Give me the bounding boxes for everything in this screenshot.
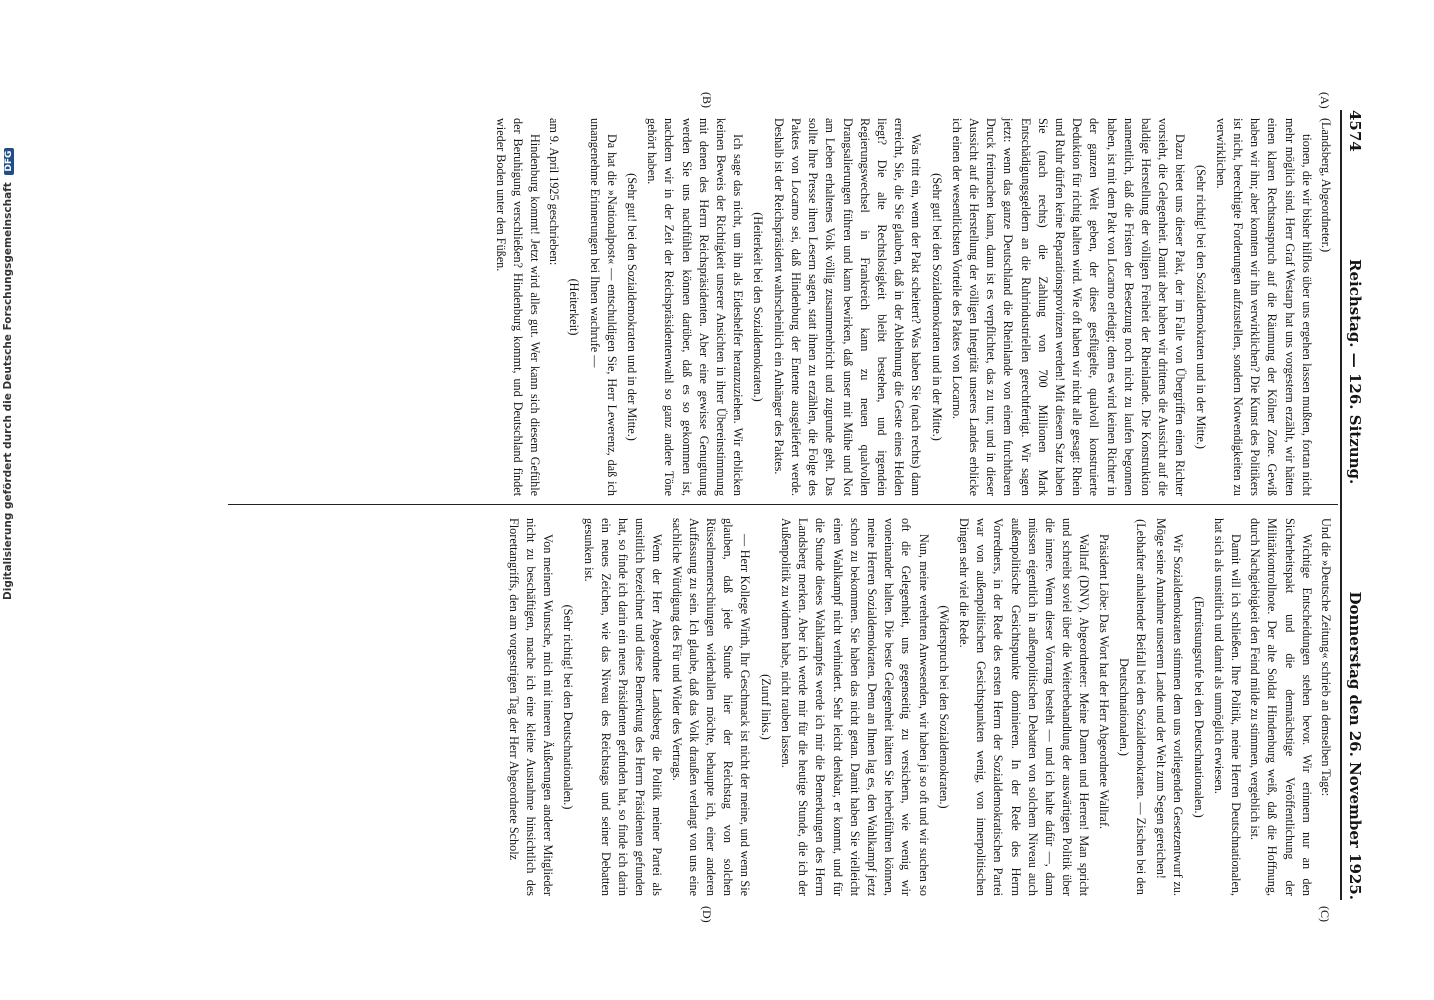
left-paragraph: Hindenburg kommt! Jetzt wird alles gut. Wer kann sich diesem Gefühle der Beruhigung verschließen? Hindenburg kommt, und Deutschland findet wieder Boden unter den Füßen. [493,118,543,496]
right-interjection: (Entrüstungsrufe bei den Deutschnationalen.) [1191,596,1206,818]
left-paragraph: tionen, die wir bisher hilflos über uns ergehen lassen mußten, fortan nicht mehr möglich sind. Herr Graf Westarp hat uns vorgestern erzählt, wir hätten einen klaren Rechtsanspruch auf die Räumung der Kölner Zone. Gewiß haben wir ihn; aber konnten wir ihn verwirklichen? Die Kunst des Politikers ist nicht, berechtigte Forderungen aufzustellen, sondern Notwendigkeiten zu verwirklichen. [1213,118,1314,496]
right-interjection: (Widerspruch bei den Sozialdemokraten.) [936,605,951,809]
session-title: Reichstag. — 126. Sitzung. [1346,258,1364,485]
right-paragraph: Damit will ich schließen. Ihre Politik, meine Herren Deutschnationalen, hat sich als unsittlich und damit als unmöglich erwiesen. [1211,518,1243,896]
left-interjection: (Heiterkeit bei den Sozialdemokraten.) [751,212,766,402]
left-paragraph: am 9. April 1925 geschrieben: [547,118,562,266]
left-interjection: (Sehr gut! bei den Sozialdemokraten und in der Mitte.) [929,173,944,441]
margin-mark-a: (A) [1318,92,1332,109]
margin-mark-b: (B) [700,92,714,108]
left-interjection: (Sehr richtig! bei den Sozialdemokraten und in der Mitte.) [1193,165,1208,449]
left-paragraph: Was tritt ein, wenn der Pakt scheitert? Was haben Sie (nach rechts) dann erreicht, Sie, die Sie glauben, daß in der Ablehnung die Geste eines Helden liegt? Die alte Rechtslosigkeit bleibt bestehen, und irgendein Regierungswechsel in Frankreich kann zu neuen qualvollen Drangsalierungen führen und kann bewirken, daß unser mit Mühe und Not am Leben erhaltenes Volk völlig zusammenbricht und zugrunde geht. Das sollte Ihre Presse ihren Lesern sagen, statt ihnen zu erzählen, die Folge des Paktes von Locarno sei, daß Hindenburg der Entente ausgeliefert werde. Deshalb ist der Reichspräsident wahrscheinlich ein Anhänger des Paktes. [771,118,924,496]
right-column [503,518,1334,896]
left-paragraph: Da hat die »Nationalpost« — entschuldigen Sie, Herr Lewerenz, daß ich unangenehme Erinnerungen bei Ihnen wachrufe — [587,118,619,496]
digitization-credit [2,150,18,600]
column-divider [228,504,1338,505]
left-interjection: (Heiterkeit) [567,278,582,336]
credit-text: Digitalisierung gefördert durch die Deutsche Forschungsgemeinschaft [2,182,14,600]
left-paragraph: (Landsberg, Abgeordneter.) [1319,118,1333,253]
right-paragraph: Wallraf (DNV), Abgeordneter: Meine Damen und Herren! Man spricht und schreibt soviel über die Weiterbehandlung der auswärtigen Politik über die innere. Wenn dieser Vorrang besteht — und ich halte dafür —, dann müssen eigentlich in außenpolitischen Debatten von solchem Niveau auch außenpolitische Gesichtspunkte dominieren. In der Rede des Herrn Vorredners, in der Rede des ersten Herrn der Sozialdemokratischen Partei war von außenpolitischen Gesichtspunkten wenig, von innerpolitischen Dingen sehr viel die Rede. [956,518,1092,896]
right-paragraph: Und die »Deutsche Zeitung« schrieb an demselben Tage: [1319,518,1333,797]
right-paragraph: Wir Sozialdemokraten stimmen dem uns vorliegenden Gesetzentwurf zu. Möge seine Annahme unserem Lande und der Welt zum Segen gereichen! [1154,518,1186,896]
margin-mark-c: (C) [1318,906,1332,922]
margin-mark-d: (D) [700,906,714,923]
page-header [1346,110,1374,900]
page-number: 4574 [1346,110,1364,152]
left-paragraph: Ich sage das nicht, um ihn als Eideshelfer heranzuziehen. Wir erblicken keinen Beweis der Richtigkeit unserer Ansichten in ihrer Übereinstimmung mit denen des Herrn Reichspräsidenten. Aber eine gewisse Genugtuung werden Sie uns nachfühlen können darüber, daß es so gekommen ist, nachdem wir in der Zeit der Reichspräsidentenwahl so ganz andere Töne gehört haben. [645,118,746,496]
left-paragraph: Dazu bietet uns dieser Pakt, der im Falle von Übergriffen einen Richter vorsieht, die Gelegenheit. Damit aber haben wir drittens die Aussicht auf die baldige Herstellung der völligen Freiheit der Rheinlande. Die Konstruktion namentlich, daß die Fristen der Besetzung noch nicht zu laufen begonnen haben, ist mit dem Pakt von Locarno erledigt; denn es wird keinen Richter in der ganzen Welt geben, der diese gesflügelte, qualvoll konstruierte Deduktion für richtig halten wird. Wie oft haben wir nicht alle gesagt: Rhein und Ruhr dürfen keine Reparationsprovinzen werden! Mit diesem Satz haben Sie (nach rechts) die Zahlung von 700 Millionen Mark Entschädigungsgeldern an die Ruhrindustriellen gerechtfertigt. Wir sagen jetzt: wenn das ganze Deutschland die Rheinlande von einem furchtbaren Druck freimachen kann, dann ist es verpflichtet, das zu tun; und in dieser Aussicht auf die Herstellung der völligen Integrität unseres Landes erblicke ich einen der wesentlichsten Vorteile des Paktes von Locarno. [949,118,1188,496]
session-date: Donnerstag den 26. November 1925. [1346,591,1364,900]
right-interjection: (Lebhafter anhaltender Beifall bei den Sozialdemokraten. — Zischen bei den Deutschnationalen.) [1116,519,1148,895]
right-interjection: (Zuruf links.) [758,674,773,740]
header-rule [1340,110,1342,900]
left-column [489,118,1334,496]
right-paragraph: Wenn der Herr Abgeordnete Landsberg die Politik meiner Partei als unsittlich bezeichnet und diese Bemerkung des Herrn Präsidenten gefunden hat, so finde ich darin ein neues Präsidenten gefunden hat, so finde ich darin ein neues Zeichen, wie das Niveau des Reichstags und seiner Debatten gesunken ist. [581,518,665,896]
right-paragraph: Nun, meine verehrten Anwesenden, wir haben ja so oft und wir suchen so oft die Gelegenheit, uns gegenseitig zu versichern, wie wenig wir voneinander halten. Die beste Gelegenheit hätten Sie herbeiführen können, meine Herren Sozialdemokraten. Denn an Ihnen lag es, den Wahlkampf jetzt schon zu bekommen. Sie haben das nicht getan. Damit haben Sie vielleicht einen Wahlkampf nicht verhindert. Sehr leicht denkbar, er kommt, und für die Stunde dieses Wahlkampfes werde ich mir die Bemerkungen des Herrn Landsberg merken. Aber ich werde mir für die heutige Stunde, die ich der Außenpolitik zu widmen habe, nicht rauben lassen. [778,518,931,896]
right-paragraph: Präsident Löbe: Das Wort hat der Herr Abgeordnete Wallraf. [1096,534,1111,830]
right-paragraph: Wichtige Entscheidungen stehen bevor. Wir erinnern nur an den Sicherheitspakt und die demnächstige Veröffentlichung der Militärkontrollnote. Der alte Soldat Hindenburg weiß, daß die Hoffnung, durch Nachgiebigkeit den Feind milde zu stimmen, vergeblich ist. [1248,518,1314,896]
right-paragraph: Von meinem Wunsche, mich mit inneren Äußerungen anderer Mitglieder nicht zu beschäftigen, mache ich eine kleine Ausnahme hinsichtlich des Florettangriffs, den am vorgestrigen Tag der Herr Abgeordnete Scholz [506,518,556,896]
left-interjection: (Sehr gut! bei den Sozialdemokraten und in der Mitte.) [625,173,640,441]
right-interjection: (Sehr richtig! bei den Deutschnationalen.) [561,604,576,810]
dfg-logo: DFG [4,148,14,175]
right-paragraph: — Herr Kollege Wirth, Ihr Geschmack ist nicht der meine, und wenn Sie glauben, daß jede Stunde hier der Reichstag von solchen Rüsselmennerschiungen widerhallen möchte, behaupte ich, einer anderen Auffassung zu sein. Ich glaube, daß das Volk draußen verlangt von uns eine sachliche Würdigung des Für und Wider des Vertrags. [669,518,753,896]
